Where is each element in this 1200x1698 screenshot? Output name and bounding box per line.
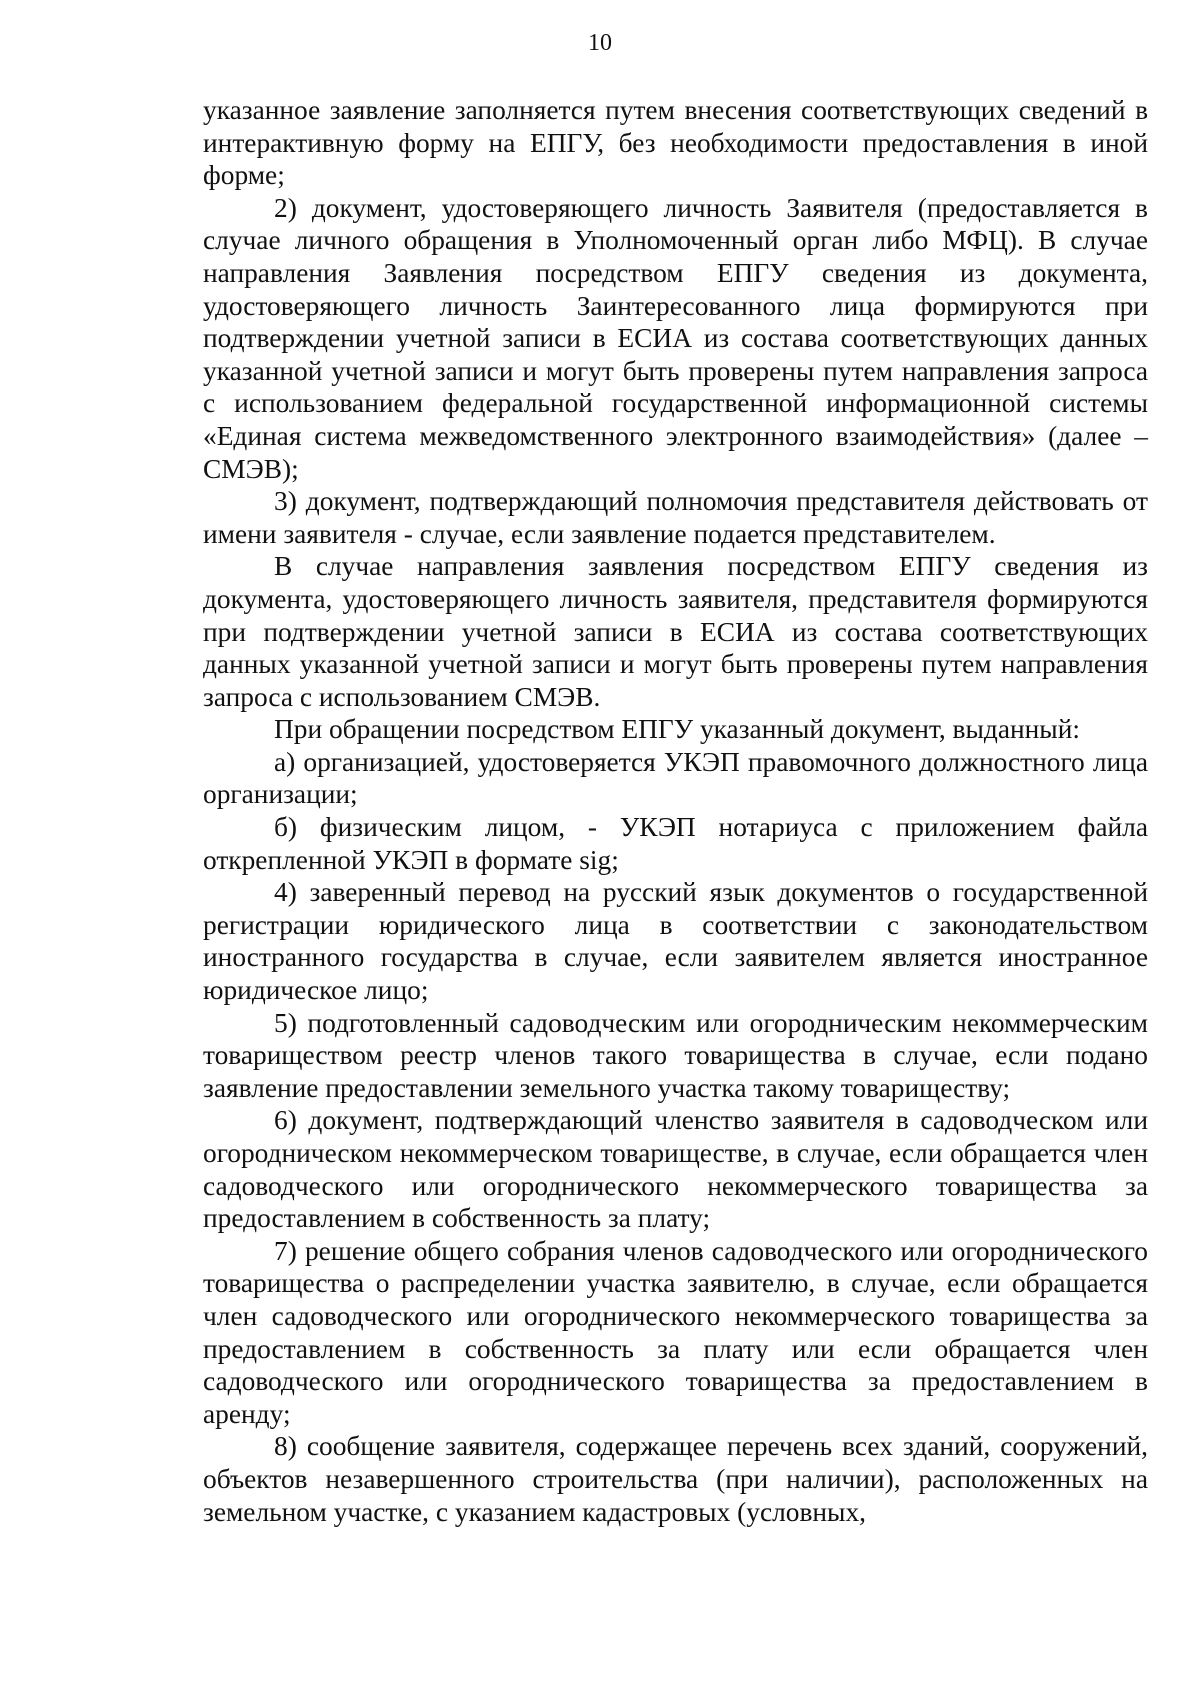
paragraph-item-3: 3) документ, подтверждающий полномочия представителя действовать от имени заявителя - случае, если заявление подается представителем. — [203, 486, 1148, 549]
paragraph-epgu-document: При обращении посредством ЕПГУ указанный документ, выданный: — [274, 714, 1080, 745]
paragraph-epgu-note: В случае направления заявления посредством ЕПГУ сведения из документа, удостоверяющего личность заявителя, представителя формируются при подтверждении учетной записи в ЕСИА из состава соответствующих данных указанной учетной записи и могут быть проверены путем направления запроса с использованием СМЭВ. — [203, 551, 1148, 712]
paragraph-item-5: 5) подготовленный садоводческим или огородническим некоммерческим товариществом реестр членов такого товарищества в случае, если подано заявление предоставлении земельного участка такому товариществу; — [203, 1007, 1148, 1103]
paragraph-item-8: 8) сообщение заявителя, содержащее перечень всех зданий, сооружений, объектов незавершенного строительства (при наличии), расположенных на земельном участке, с указанием кадастровых (условных, — [203, 1431, 1148, 1527]
paragraph-subitem-a: а) организацией, удостоверяется УКЭП правомочного должностного лица организации; — [203, 746, 1148, 810]
paragraph-item-2: 2) документ, удостоверяющего личность Заявителя (предоставляется в случае личного обращения в Уполномоченный орган либо МФЦ). В случае направления Заявления посредством ЕПГУ сведения из документа, удостоверяющего личность Заинтересованного лица формируются при подтверждении учетной записи в ЕСИА из состава соответствующих данных указанной учетной записи и могут быть проверены путем направления запроса с использованием федеральной государственной информационной системы «Единая система межведомственного электронного взаимодействия» (далее – СМЭВ); — [203, 192, 1148, 484]
page-number: 10 — [588, 30, 612, 56]
paragraph-item-4: 4) заверенный перевод на русский язык документов о государственной регистрации юридического лица в соответствии с законодательством иностранного государства в случае, если заявителем является иностранное юридическое лицо; — [203, 877, 1148, 1006]
paragraph-subitem-b: б) физическим лицом, - УКЭП нотариуса с приложением файла открепленной УКЭП в формате sig; — [203, 812, 1148, 875]
document-body — [203, 94, 1148, 1528]
paragraph-item-7: 7) решение общего собрания членов садоводческого или огороднического товарищества о распределении участка заявителю, в случае, если обращается член садоводческого или огороднического некоммерческого товарищества за предоставлением в собственность за плату или если обращается член садоводческого или огороднического товарищества за предоставлением в аренду; — [203, 1235, 1148, 1429]
paragraph-continuation: указанное заявление заполняется путем внесения соответствующих сведений в интерактивную форму на ЕПГУ, без необходимости предоставления в иной форме; — [203, 95, 1148, 191]
paragraph-item-6: 6) документ, подтверждающий членство заявителя в садоводческом или огородническом некоммерческом товариществе, в случае, если обращается член садоводческого или огороднического некоммерческого товарищества за предоставлением в собственность за плату; — [203, 1105, 1148, 1234]
